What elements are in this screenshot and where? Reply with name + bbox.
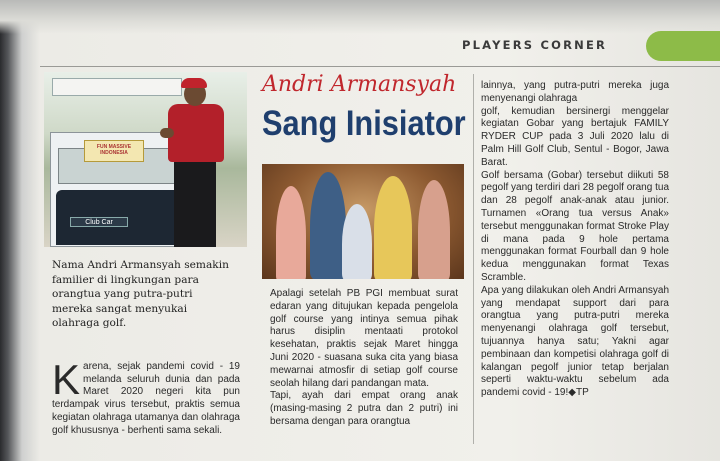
photo-caption: Nama Andri Armansyah semakin familier di lingkungan para orangtua yang putra-putri mereka sangat menyukai olahraga golf. xyxy=(52,259,229,330)
cart-plate: Club Car xyxy=(70,217,128,227)
person-hand xyxy=(160,128,174,138)
person-cap xyxy=(181,78,207,88)
drop-cap: K xyxy=(52,355,81,403)
section-accent-bar xyxy=(646,31,720,61)
family-member-3 xyxy=(342,204,372,279)
family-member-2 xyxy=(310,172,346,279)
person-pants xyxy=(174,160,216,247)
family-member-5 xyxy=(418,180,450,279)
family-photo xyxy=(262,164,464,279)
article-column-3: lainnya, yang putra-putri mereka juga menyenangi olahraga golf, kemudian bersinergi menggelar kegiatan Gobar yang bertajuk FAMILY RYDER CUP pada 3 Juli 2020 lalu di Palm Hill Golf Club, Sentul - Bogor, Jawa Barat. Golf bersama (Gobar) tersebut diikuti 58 pegolf yang terdiri dari 28 pegolf orang tua dan 28 pegolf anak-anak atau junior. Turnamen «Orang tua versus Anak» tersebut menggunakan format Stroke Play di mana pada 9 hole pertama menggunakan format Fourball dan 9 hole kedua menggunakan format Texas Scramble. Apa yang dilakukan oleh Andri Armansyah yang mendapat support dari para orangtua yang putra-putri mereka menyenangi olahraga golf tersebut, tujuannya hanya satu; Yakni agar pembinaan dan kompetisi olahraga golf di kalangan pegolf junior tetap berjalan seperti waktu-waktu sebelum ada pandemi covid - 19!◆TP xyxy=(481,80,669,399)
page-top-shade xyxy=(0,0,720,34)
column-1-text: arena, sejak pandemi covid - 19 melanda seluruh dunia dan pada Maret 2020 negeri kita pun terdampak virus tersebut, praktis semua kegiatan olahraga utamanya dan olahraga golf khususnya - berhenti sama sekali. xyxy=(52,360,240,436)
cart-roof xyxy=(52,78,182,96)
section-title: PLAYERS CORNER xyxy=(462,38,608,52)
family-member-4 xyxy=(374,176,412,279)
cart-sign: FUN MASSIVE INDONESIA xyxy=(84,140,144,162)
golf-cart-photo xyxy=(44,72,247,247)
column-divider xyxy=(473,74,474,444)
headline-kicker: Andri Armansyah xyxy=(262,72,457,97)
person-shirt xyxy=(168,104,224,162)
header-rule xyxy=(40,66,720,67)
article-column-1 xyxy=(52,348,240,438)
family-member-1 xyxy=(276,186,306,279)
headline-title: Sang Inisiator xyxy=(262,104,466,143)
article-column-2: Apalagi setelah PB PGI membuat surat edaran yang ditujukan kepada pengelola golf course yang intinya semua pihak harus disiplin mentaati protokol kesehatan, praktis sejak Maret hingga Juni 2020 - suasana suka cita yang biasa mewarnai atmosfir di setiap golf course seolah hilang dari pandangan mata. Tapi, ayah dari empat orang anak (masing-masing 2 putra dan 2 putri) ini bersama dengan para orangtua xyxy=(270,288,458,427)
